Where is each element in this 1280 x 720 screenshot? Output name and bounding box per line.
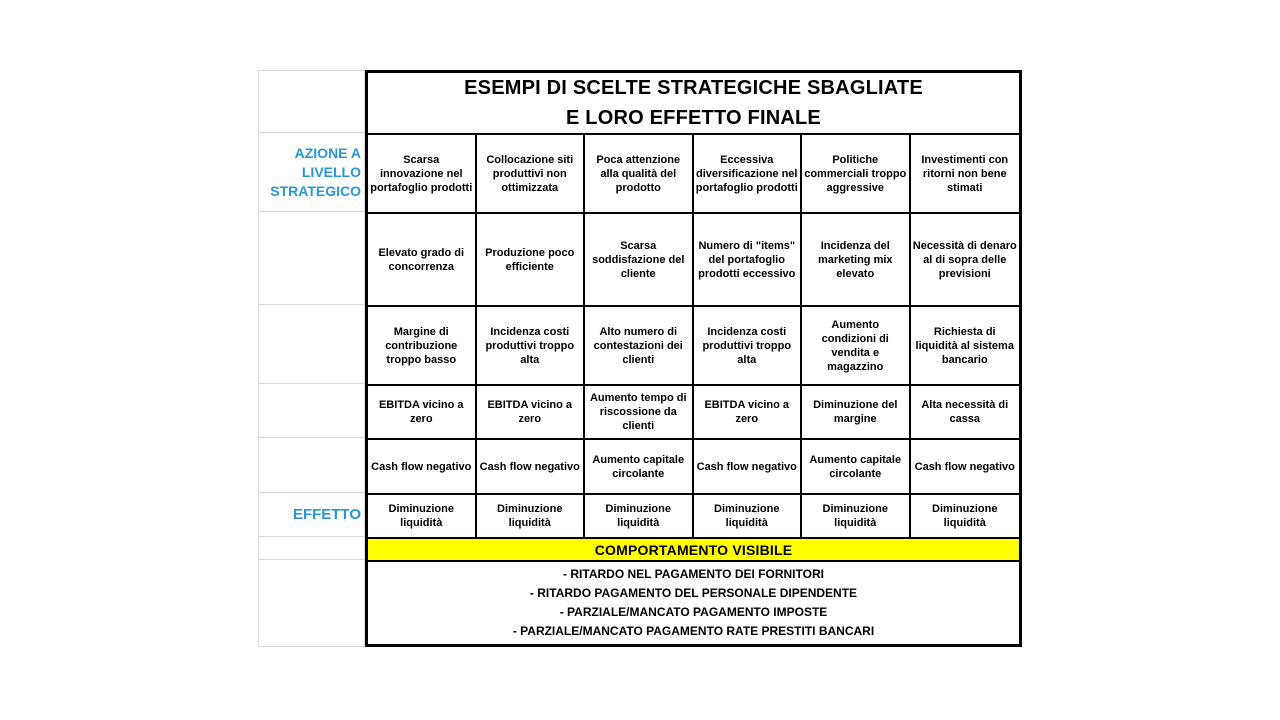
table-cell: Eccessiva diversificazione nel portafoglio prodotti xyxy=(694,135,803,214)
table-cell: Incidenza del marketing mix elevato xyxy=(802,214,911,307)
side-row-action xyxy=(259,133,364,212)
table-cell: Cash flow negativo xyxy=(477,440,586,495)
table-title xyxy=(368,73,1019,135)
table-title-line2: E LORO EFFETTO FINALE xyxy=(566,107,821,129)
table-cell: Cash flow negativo xyxy=(911,440,1020,495)
side-row-empty-2 xyxy=(259,212,364,305)
table-cell: Diminuzione liquidità xyxy=(911,495,1020,539)
table-cell: Aumento capitale circolante xyxy=(585,440,694,495)
table-title-line1: ESEMPI DI SCELTE STRATEGICHE SBAGLIATE xyxy=(464,77,923,99)
side-row-empty-5 xyxy=(259,438,364,493)
table-cell: Diminuzione liquidità xyxy=(368,495,477,539)
table-cell: Richiesta di liquidità al sistema bancario xyxy=(911,307,1020,386)
table-cell: Necessità di denaro al di sopra delle previsioni xyxy=(911,214,1020,307)
table-cell: Diminuzione liquidità xyxy=(694,495,803,539)
behavior-item: - PARZIALE/MANCATO PAGAMENTO RATE PRESTITI BANCARI xyxy=(512,624,875,638)
table-cell: Cash flow negativo xyxy=(694,440,803,495)
table-cell: Aumento condizioni di vendita e magazzino xyxy=(802,307,911,386)
table-cell: Cash flow negativo xyxy=(368,440,477,495)
action-level-label: AZIONE A LIVELLO STRATEGICO xyxy=(270,144,361,199)
table-cell: Incidenza costi produttivi troppo alta xyxy=(694,307,803,386)
table-cell: Investimenti con ritorni non bene stimati xyxy=(911,135,1020,214)
effect-label: EFFETTO xyxy=(292,505,361,523)
table-cell: Margine di contribuzione troppo basso xyxy=(368,307,477,386)
table-cell: Alta necessità di cassa xyxy=(911,386,1020,440)
table-cell: Diminuzione liquidità xyxy=(585,495,694,539)
table-cell: Aumento tempo di riscossione da clienti xyxy=(585,386,694,440)
table-cell: EBITDA vicino a zero xyxy=(477,386,586,440)
behavior-item: - RITARDO NEL PAGAMENTO DEI FORNITORI xyxy=(563,567,824,581)
table-cell: EBITDA vicino a zero xyxy=(694,386,803,440)
table-cell: Diminuzione liquidità xyxy=(477,495,586,539)
side-row-empty-4 xyxy=(259,384,364,438)
visible-behavior-banner: COMPORTAMENTO VISIBILE xyxy=(368,539,1019,562)
table-cell: Poca attenzione alla qualità del prodotto xyxy=(585,135,694,214)
side-row-empty-3 xyxy=(259,305,364,384)
strategy-effects-table xyxy=(365,70,1022,647)
behavior-list xyxy=(368,562,1019,644)
side-row-empty-bottom xyxy=(259,560,364,646)
side-row-empty-yellow xyxy=(259,537,364,560)
table-cell: Produzione poco efficiente xyxy=(477,214,586,307)
side-row-empty-title xyxy=(259,71,364,133)
side-row-effect xyxy=(259,493,364,537)
table-cell: Diminuzione liquidità xyxy=(802,495,911,539)
table-cell: Politiche commerciali troppo aggressive xyxy=(802,135,911,214)
table-cell: Elevato grado di concorrenza xyxy=(368,214,477,307)
table-cell: Scarsa innovazione nel portafoglio prodotti xyxy=(368,135,477,214)
table-cell: EBITDA vicino a zero xyxy=(368,386,477,440)
behavior-item: - RITARDO PAGAMENTO DEL PERSONALE DIPENDENTE xyxy=(529,586,858,600)
table-cell: Scarsa soddisfazione del cliente xyxy=(585,214,694,307)
side-label-column xyxy=(258,70,365,647)
behavior-item: - PARZIALE/MANCATO PAGAMENTO IMPOSTE xyxy=(559,605,828,619)
table-cell: Alto numero di contestazioni dei clienti xyxy=(585,307,694,386)
table-cell: Incidenza costi produttivi troppo alta xyxy=(477,307,586,386)
table-cell: Diminuzione del margine xyxy=(802,386,911,440)
table-cell: Numero di "items" del portafoglio prodotti eccessivo xyxy=(694,214,803,307)
table-cell: Collocazione siti produttivi non ottimizzata xyxy=(477,135,586,214)
table-cell: Aumento capitale circolante xyxy=(802,440,911,495)
